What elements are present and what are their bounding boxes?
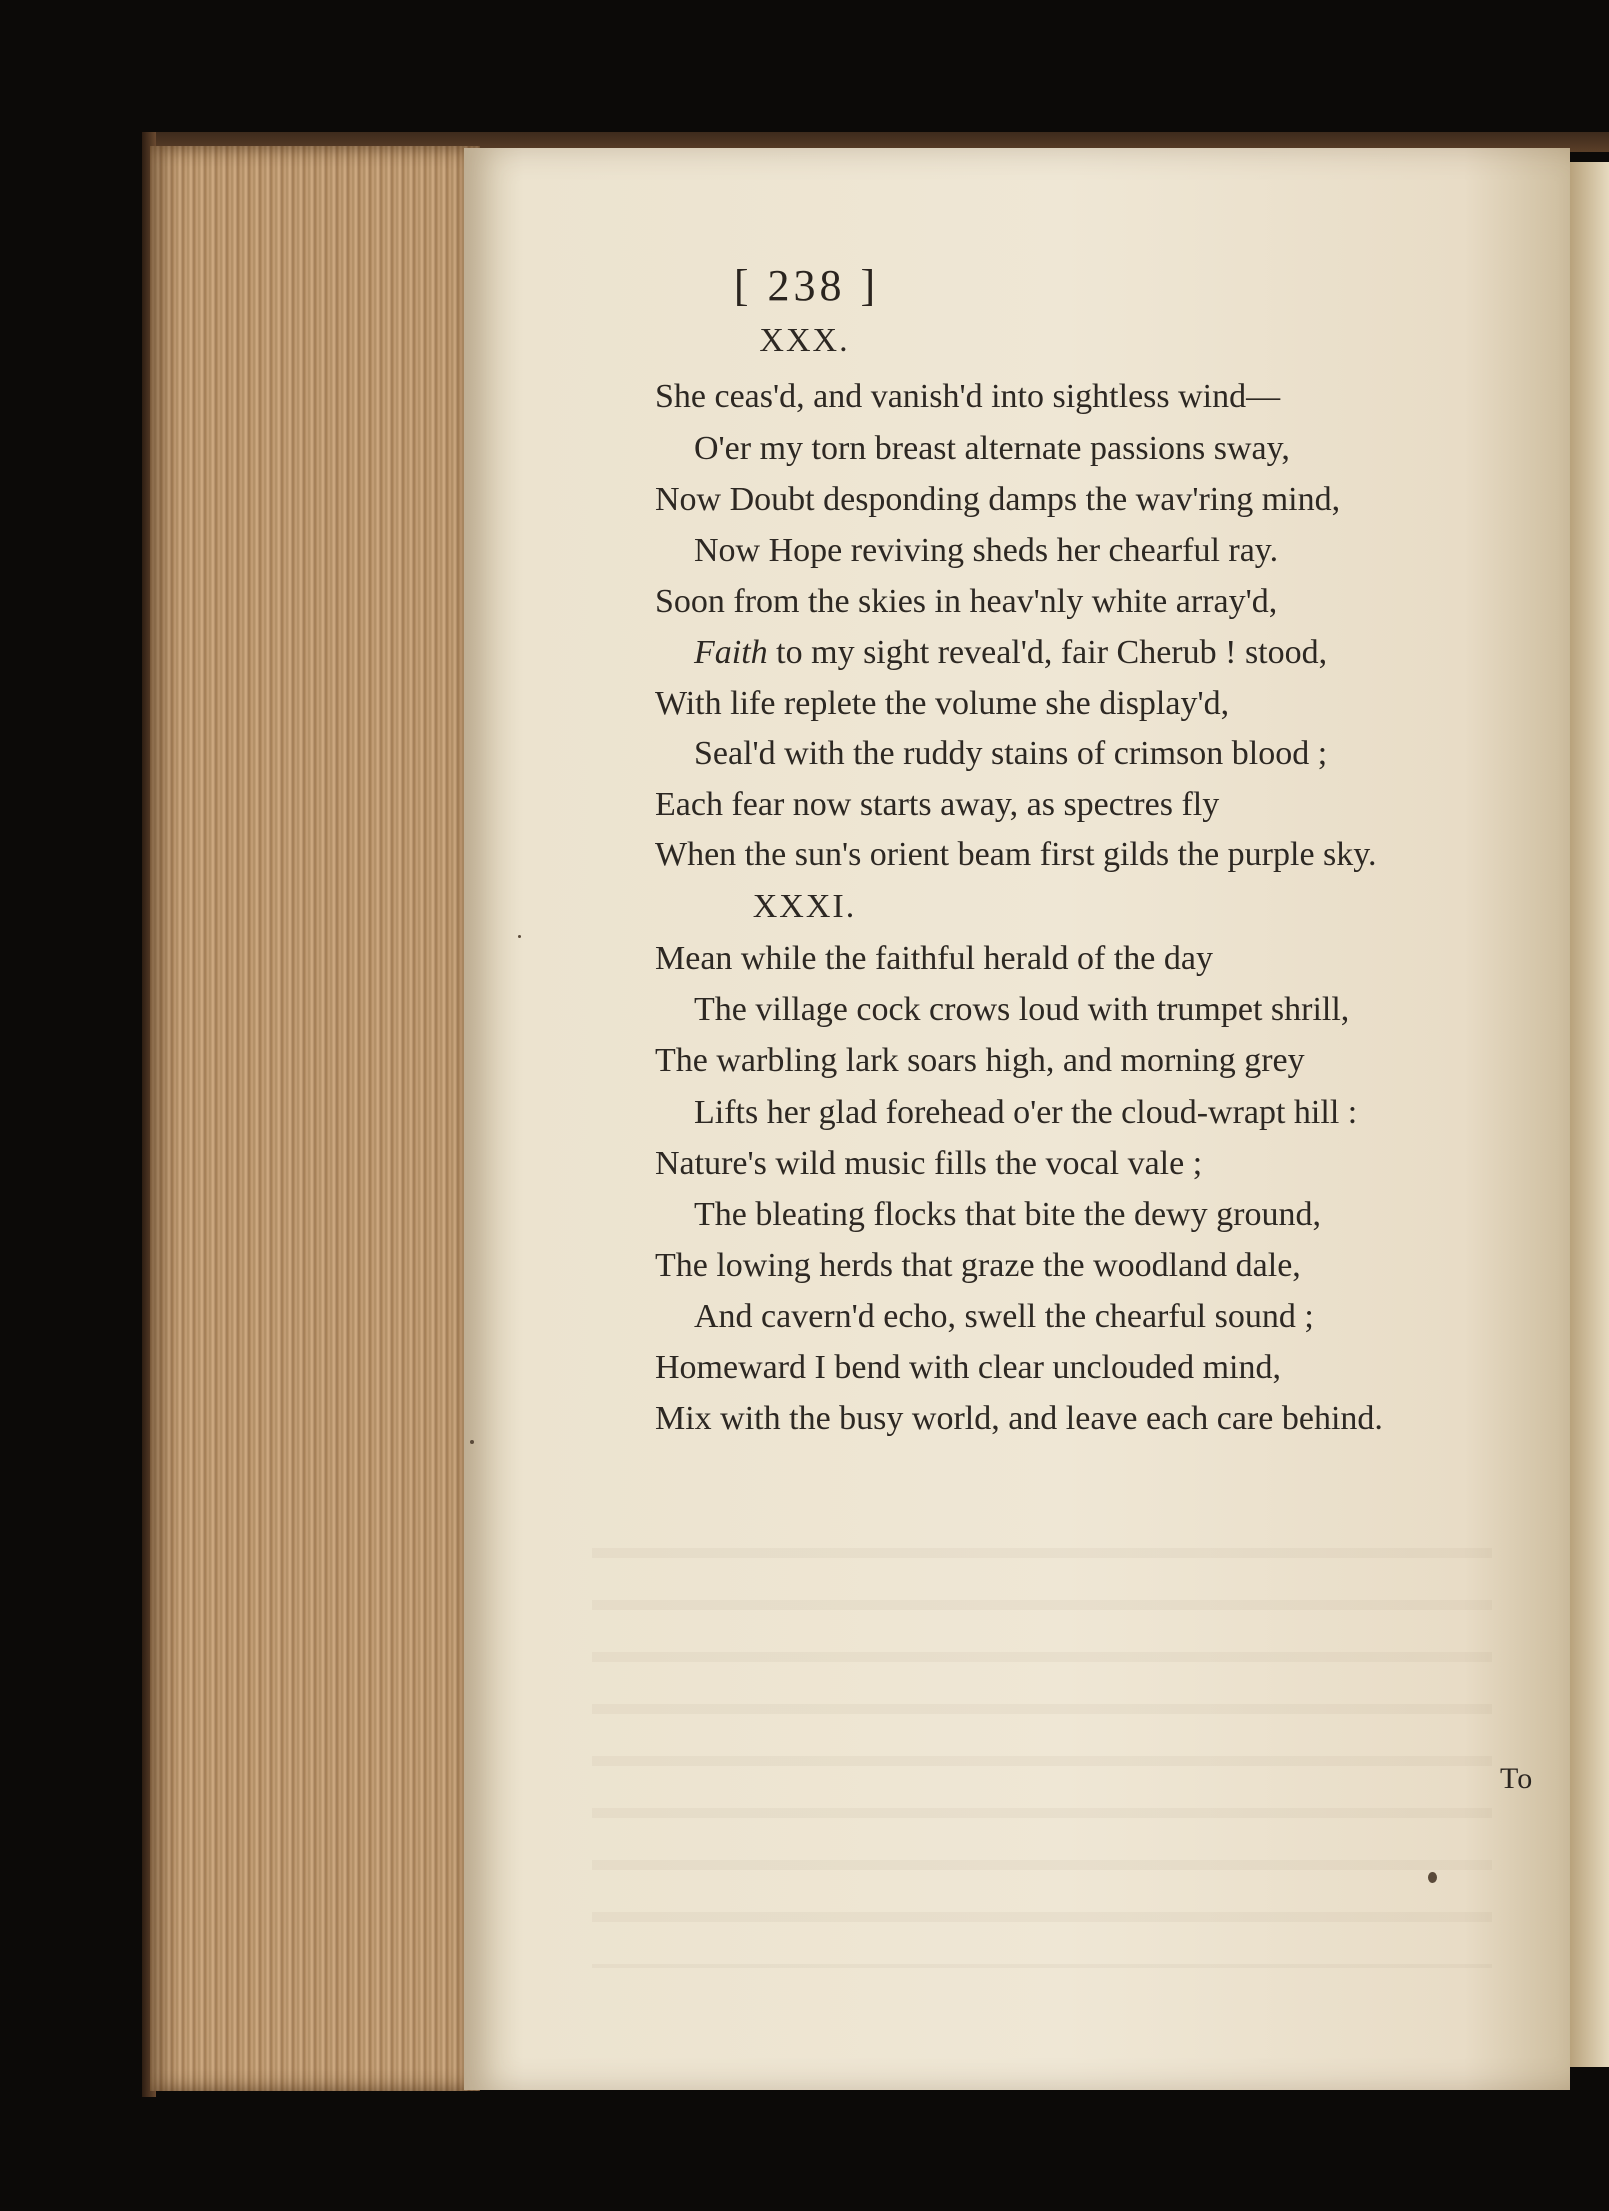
poem-line-rest: to my sight reveal'd, fair Cherub ! stood, xyxy=(767,634,1328,671)
facing-page-edge xyxy=(1570,162,1609,2067)
paper-speck xyxy=(1428,1872,1437,1883)
stanza-number: XXX. xyxy=(759,322,850,359)
poem-line: Each fear now starts away, as spectres fly xyxy=(655,786,1220,823)
poem-line: Soon from the skies in heav'nly white array'd, xyxy=(655,583,1278,620)
stanza-number: XXXI. xyxy=(752,888,857,925)
poem-line: Now Hope reviving sheds her chearful ray. xyxy=(694,532,1279,569)
catchword: To xyxy=(1500,1762,1534,1795)
poem-line: When the sun's orient beam first gilds the purple sky. xyxy=(655,836,1377,873)
paper-speck xyxy=(518,935,521,938)
poem-line: Mix with the busy world, and leave each care behind. xyxy=(655,1400,1383,1437)
page-number: [ 238 ] xyxy=(733,261,880,310)
poem-line: Now Doubt desponding damps the wav'ring mind, xyxy=(655,481,1341,518)
show-through-text xyxy=(592,1548,1492,1968)
poem-line: Mean while the faithful herald of the day xyxy=(655,940,1213,977)
paper-speck xyxy=(470,1440,474,1444)
poem-line: Nature's wild music fills the vocal vale ; xyxy=(655,1145,1203,1182)
poem-line: Homeward I bend with clear unclouded mind, xyxy=(655,1349,1281,1386)
poem-line: O'er my torn breast alternate passions sway, xyxy=(694,430,1290,467)
poem-line: Lifts her glad forehead o'er the cloud-wrapt hill : xyxy=(694,1094,1358,1131)
poem-line-with-italic xyxy=(694,634,1327,672)
poem-line: The lowing herds that graze the woodland dale, xyxy=(655,1247,1301,1284)
poem-line: The warbling lark soars high, and morning grey xyxy=(655,1042,1305,1079)
poem-line: The village cock crows loud with trumpet shrill, xyxy=(694,991,1350,1028)
poem-line: And cavern'd echo, swell the chearful sound ; xyxy=(694,1298,1314,1335)
poem-line: She ceas'd, and vanish'd into sightless wind— xyxy=(655,378,1281,415)
poem-line: The bleating flocks that bite the dewy ground, xyxy=(694,1196,1321,1233)
italic-word: Faith xyxy=(694,634,768,671)
poem-line: Seal'd with the ruddy stains of crimson blood ; xyxy=(694,735,1328,772)
poem-line: With life replete the volume she display'd, xyxy=(655,685,1230,722)
page-edges xyxy=(150,146,480,2091)
